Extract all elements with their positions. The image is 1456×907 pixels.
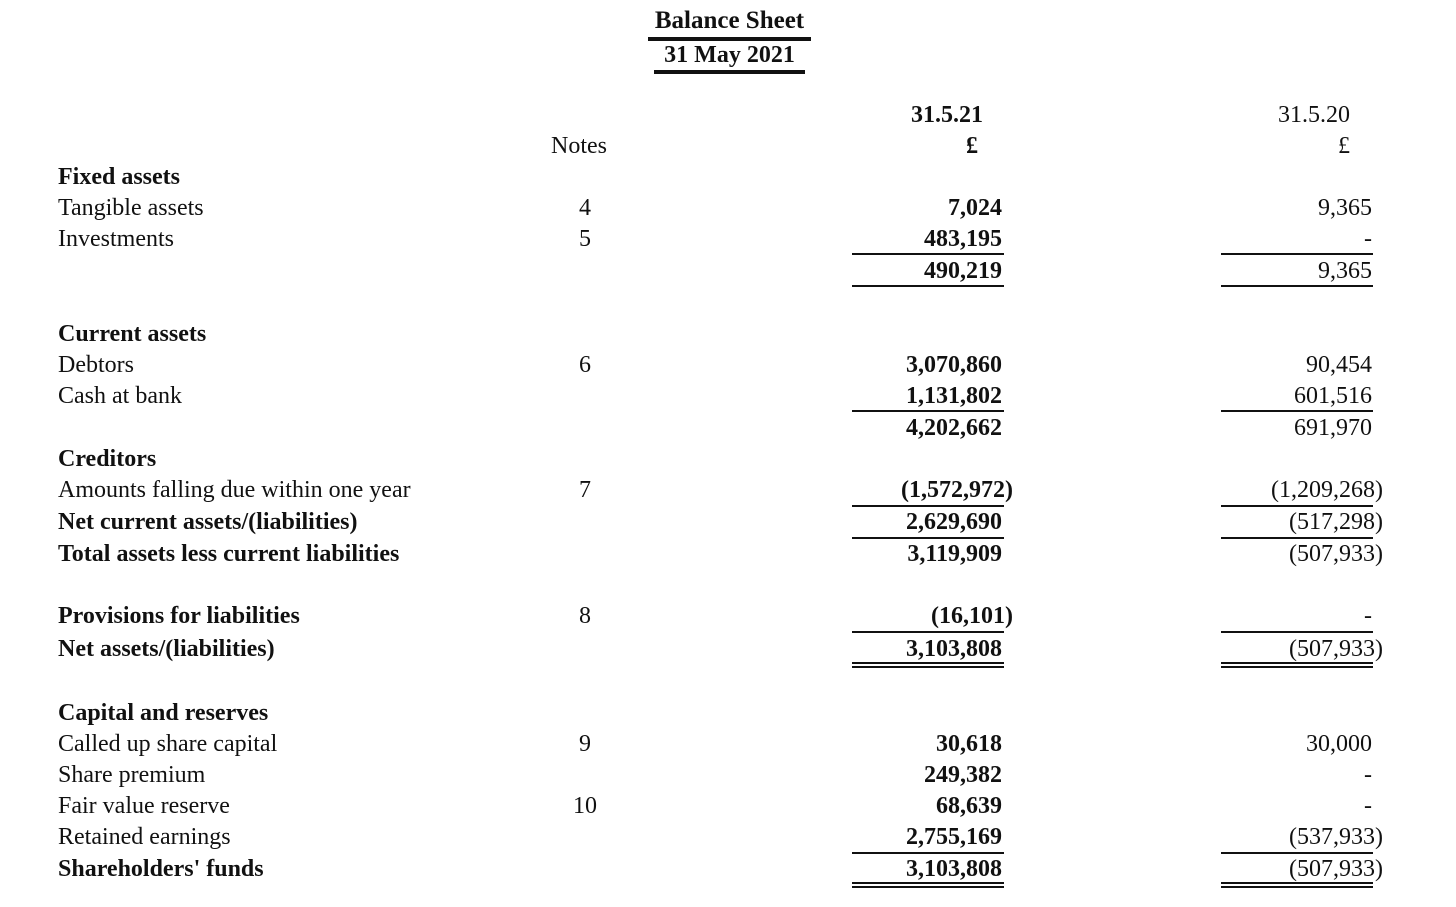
double-total-rule [1221, 662, 1373, 664]
row-label-fair-value: Fair value reserve [58, 793, 230, 819]
subtotal-rule [852, 253, 1004, 255]
value-total-assets-2021: 3,119,909 [907, 541, 1002, 567]
subtotal-rule [1221, 253, 1373, 255]
row-label-retained: Retained earnings [58, 824, 231, 850]
note-amounts-due: 7 [579, 477, 591, 503]
value-current-total-2020: 691,970 [1294, 415, 1372, 441]
section-creditors: Creditors [58, 446, 157, 472]
value-shareholders-2021: 3,103,808 [906, 856, 1002, 882]
double-total-rule [852, 666, 1004, 668]
value-amounts-due-2021: (1,572,972) [901, 477, 1013, 503]
value-cash-2020: 601,516 [1294, 383, 1372, 409]
col1-date-header: 31.5.21 [911, 102, 983, 128]
note-provisions: 8 [579, 603, 591, 629]
value-fair-value-2021: 68,639 [936, 793, 1002, 819]
value-net-assets-2020: (507,933) [1289, 636, 1383, 662]
value-provisions-2021: (16,101) [931, 603, 1013, 629]
row-label-net-assets: Net assets/(liabilities) [58, 636, 275, 662]
total-rule [852, 285, 1004, 287]
statement-date: 31 May 2021 [664, 42, 795, 68]
value-retained-2021: 2,755,169 [906, 824, 1002, 850]
subtotal-rule [1221, 410, 1373, 412]
note-share-capital: 9 [579, 731, 591, 757]
value-tangible-2021: 7,024 [948, 195, 1002, 221]
row-label-shareholders: Shareholders' funds [58, 856, 264, 882]
col2-currency-header: £ [1338, 133, 1350, 159]
note-tangible: 4 [579, 195, 591, 221]
section-current-assets: Current assets [58, 321, 207, 347]
note-investments: 5 [579, 226, 591, 252]
statement-title-block [648, 6, 811, 74]
subtotal-rule [852, 410, 1004, 412]
value-debtors-2020: 90,454 [1306, 352, 1372, 378]
note-debtors: 6 [579, 352, 591, 378]
value-net-assets-2021: 3,103,808 [906, 636, 1002, 662]
value-investments-2020: - [1364, 226, 1372, 252]
row-label-cash: Cash at bank [58, 383, 182, 409]
value-fixed-total-2020: 9,365 [1318, 258, 1372, 284]
value-share-premium-2020: - [1364, 762, 1372, 788]
row-label-provisions: Provisions for liabilities [58, 603, 300, 629]
row-label-amounts-due: Amounts falling due within one year [58, 477, 411, 503]
row-label-debtors: Debtors [58, 352, 134, 378]
double-total-rule [852, 882, 1004, 884]
double-total-rule [1221, 886, 1373, 888]
value-shareholders-2020: (507,933) [1289, 856, 1383, 882]
value-net-current-2020: (517,298) [1289, 509, 1383, 535]
total-rule [1221, 285, 1373, 287]
notes-header: Notes [551, 133, 607, 159]
subtotal-rule [1221, 631, 1373, 633]
section-capital-reserves: Capital and reserves [58, 700, 269, 726]
value-share-capital-2021: 30,618 [936, 731, 1002, 757]
subtotal-rule [852, 631, 1004, 633]
row-label-share-capital: Called up share capital [58, 731, 278, 757]
value-share-capital-2020: 30,000 [1306, 731, 1372, 757]
section-fixed-assets: Fixed assets [58, 164, 180, 190]
row-label-net-current: Net current assets/(liabilities) [58, 509, 358, 535]
date-underline [654, 70, 805, 74]
value-retained-2020: (537,933) [1289, 824, 1383, 850]
row-label-share-premium: Share premium [58, 762, 206, 788]
value-fair-value-2020: - [1364, 793, 1372, 819]
value-debtors-2021: 3,070,860 [906, 352, 1002, 378]
row-label-total-assets: Total assets less current liabilities [58, 541, 400, 567]
value-tangible-2020: 9,365 [1318, 195, 1372, 221]
double-total-rule [1221, 882, 1373, 884]
value-share-premium-2021: 249,382 [924, 762, 1002, 788]
row-label-investments: Investments [58, 226, 174, 252]
value-total-assets-2020: (507,933) [1289, 541, 1383, 567]
double-total-rule [1221, 666, 1373, 668]
double-total-rule [852, 886, 1004, 888]
value-net-current-2021: 2,629,690 [906, 509, 1002, 535]
double-total-rule [852, 662, 1004, 664]
value-fixed-total-2021: 490,219 [924, 258, 1002, 284]
value-provisions-2020: - [1364, 603, 1372, 629]
col2-date-header: 31.5.20 [1278, 102, 1350, 128]
note-fair-value: 10 [573, 793, 597, 819]
value-current-total-2021: 4,202,662 [906, 415, 1002, 441]
col1-currency-header: £ [966, 133, 978, 159]
row-label-tangible: Tangible assets [58, 195, 204, 221]
statement-title: Balance Sheet [654, 7, 805, 34]
value-cash-2021: 1,131,802 [906, 383, 1002, 409]
value-amounts-due-2020: (1,209,268) [1271, 477, 1383, 503]
value-investments-2021: 483,195 [924, 226, 1002, 252]
